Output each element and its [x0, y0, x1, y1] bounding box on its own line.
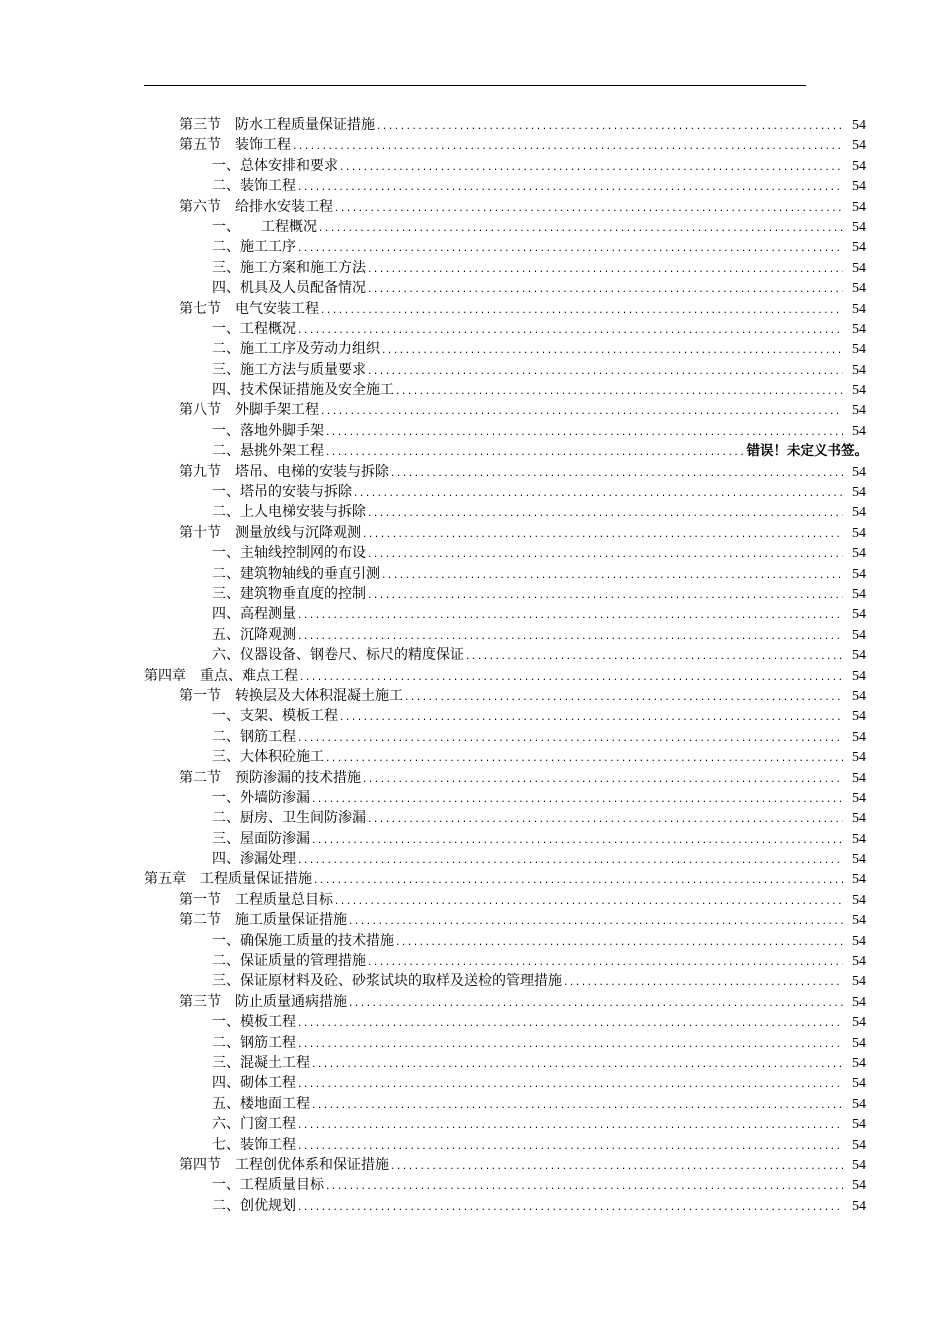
toc-entry-title: 二、施工工序 — [212, 239, 296, 256]
toc-entry[interactable] — [0, 482, 950, 502]
toc-entry[interactable] — [0, 645, 950, 665]
toc-dot-leader — [367, 504, 843, 524]
toc-entry[interactable] — [0, 1053, 950, 1073]
toc-dot-leader — [297, 1075, 843, 1095]
toc-entry-title: 三、屋面防渗漏 — [212, 830, 310, 847]
toc-entry-page: 54 — [852, 464, 866, 480]
toc-entry-page: 54 — [852, 974, 866, 990]
toc-entry-page: 54 — [852, 750, 866, 766]
toc-entry-page: 54 — [852, 790, 866, 806]
toc-entry-title: 第三节 防止质量通病措施 — [179, 993, 347, 1010]
toc-entry-title: 第四章 重点、难点工程 — [144, 667, 298, 684]
toc-entry[interactable] — [0, 747, 950, 767]
toc-entry-page: 54 — [852, 525, 866, 541]
toc-entry-title: 一、模板工程 — [212, 1014, 296, 1031]
toc-entry-page: 54 — [852, 770, 866, 786]
toc-entry[interactable] — [0, 115, 950, 135]
toc-entry-page: 54 — [852, 118, 866, 133]
header-rule — [144, 85, 806, 86]
toc-entry-page: 54 — [852, 138, 866, 154]
toc-entry-page: 54 — [852, 179, 866, 195]
toc-entry-page: 54 — [852, 872, 866, 888]
toc-entry-page: 54 — [852, 954, 866, 970]
toc-entry[interactable] — [0, 706, 950, 726]
toc-entry-title: 一、工程质量目标 — [212, 1177, 324, 1194]
toc-entry-page: 54 — [852, 586, 866, 602]
toc-entry-page: 54 — [852, 994, 866, 1010]
toc-entry-page: 54 — [852, 1096, 866, 1112]
toc-entry-title: 五、楼地面工程 — [212, 1095, 310, 1112]
toc-entry[interactable] — [0, 768, 950, 788]
toc-dot-leader — [395, 933, 843, 953]
toc-entry-page: 54 — [852, 668, 866, 684]
toc-entry-title: 二、厨房、卫生间防渗漏 — [212, 810, 366, 827]
toc-entry[interactable] — [0, 564, 950, 584]
toc-entry-page: 54 — [852, 1076, 866, 1092]
toc-dot-leader — [292, 137, 843, 157]
toc-dot-leader — [339, 158, 843, 178]
toc-entry-title: 一、落地外脚手架 — [212, 422, 324, 439]
toc-entry-title: 二、装饰工程 — [212, 178, 296, 195]
toc-dot-leader — [297, 851, 843, 871]
toc-entry-title: 四、技术保证措施及安全施工 — [212, 382, 394, 399]
toc-entry[interactable] — [0, 1094, 950, 1114]
toc-entry-title: 一、总体安排和要求 — [212, 157, 338, 174]
toc-entry-title: 二、施工工序及劳动力组织 — [212, 341, 380, 358]
toc-entry[interactable] — [0, 360, 950, 380]
toc-entry-page: 54 — [852, 199, 866, 215]
toc-entry-title: 一、外墙防渗漏 — [212, 789, 310, 806]
toc-entry-title: 第六节 给排水安装工程 — [179, 198, 333, 215]
toc-entry-page: 54 — [852, 1015, 866, 1031]
toc-entry-page: 54 — [852, 1055, 866, 1071]
toc-dot-leader — [325, 1177, 843, 1197]
toc-dot-leader — [297, 321, 843, 341]
toc-entry-title: 二、建筑物轴线的垂直引测 — [212, 565, 380, 582]
toc-dot-leader — [325, 423, 843, 443]
toc-entry-title: 四、渗漏处理 — [212, 851, 296, 868]
toc-entry-title: 一、主轴线控制网的布设 — [212, 545, 366, 562]
toc-entry-page: 54 — [852, 688, 866, 704]
toc-dot-leader — [339, 708, 843, 728]
toc-entry[interactable] — [0, 543, 950, 563]
toc-entry-page: 54 — [852, 342, 866, 358]
toc-entry-page: 54 — [852, 301, 866, 317]
toc-entry[interactable] — [0, 890, 950, 910]
toc-dot-leader — [297, 627, 843, 647]
toc-dot-leader — [299, 668, 843, 688]
toc-entry-title: 二、创优规划 — [212, 1197, 296, 1214]
toc-entry-title: 三、施工方法与质量要求 — [212, 361, 366, 378]
toc-entry-title: 四、高程测量 — [212, 606, 296, 623]
toc-entry[interactable] — [0, 1033, 950, 1053]
toc-dot-leader — [297, 1137, 843, 1157]
toc-entry[interactable] — [0, 971, 950, 991]
toc-entry-page: 54 — [852, 546, 866, 562]
toc-dot-leader — [367, 260, 843, 280]
toc-entry[interactable] — [0, 1073, 950, 1093]
toc-dot-leader — [320, 301, 843, 321]
toc-entry-title: 六、仪器设备、钢卷尺、标尺的精度保证 — [212, 647, 464, 664]
toc-entry-title: 三、保证原材料及砼、砂浆试块的取样及送检的管理措施 — [212, 973, 562, 990]
toc-entry[interactable] — [0, 869, 950, 889]
toc-entry-title: 四、砌体工程 — [212, 1075, 296, 1092]
toc-entry-page: 54 — [852, 1117, 866, 1133]
toc-entry[interactable] — [0, 319, 950, 339]
toc-entry-page: 54 — [852, 627, 866, 643]
toc-entry-title: 一、塔吊的安装与拆除 — [212, 484, 352, 501]
toc-entry-page: 54 — [852, 1137, 866, 1153]
toc-entry-page: 54 — [852, 1198, 866, 1214]
toc-entry-page: 54 — [852, 811, 866, 827]
toc-entry-page: 54 — [852, 648, 866, 664]
toc-dot-leader — [367, 810, 843, 830]
toc-entry-page: 54 — [852, 709, 866, 725]
toc-entry-title: 第五章 工程质量保证措施 — [144, 871, 312, 888]
toc-dot-leader — [367, 586, 843, 606]
toc-dot-leader — [334, 199, 843, 219]
toc-entry[interactable] — [0, 1135, 950, 1155]
toc-entry-page: 54 — [852, 852, 866, 868]
toc-entry[interactable] — [0, 278, 950, 298]
toc-dot-leader — [297, 178, 843, 198]
toc-dot-leader — [325, 443, 746, 463]
toc-dot-leader — [381, 566, 843, 586]
toc-entry-title: 四、机具及人员配备情况 — [212, 280, 366, 297]
toc-entry[interactable] — [0, 400, 950, 420]
toc-dot-leader — [297, 1198, 843, 1218]
toc-entry-title: 第九节 塔吊、电梯的安装与拆除 — [179, 463, 389, 480]
toc-dot-leader — [404, 688, 843, 708]
toc-entry[interactable] — [0, 910, 950, 930]
toc-entry[interactable] — [0, 441, 950, 461]
toc-dot-leader — [367, 280, 843, 300]
toc-entry-title: 第二节 预防渗漏的技术措施 — [179, 769, 361, 786]
toc-dot-leader — [563, 973, 843, 993]
toc-entry[interactable] — [0, 339, 950, 359]
toc-dot-leader — [318, 219, 843, 239]
toc-entry-title: 三、建筑物垂直度的控制 — [212, 585, 366, 602]
toc-entry-page: 54 — [852, 933, 866, 949]
toc-entry-page: 54 — [852, 219, 866, 235]
toc-entry-title: 第一节 转换层及大体积混凝土施工 — [179, 687, 403, 704]
toc-entry-title: 第一节 工程质量总目标 — [179, 891, 333, 908]
toc-dot-leader — [311, 1096, 843, 1116]
toc-dot-leader — [297, 1116, 843, 1136]
toc-entry-title: 二、钢筋工程 — [212, 1034, 296, 1051]
toc-dot-leader — [325, 749, 843, 769]
toc-entry-page: 54 — [852, 1035, 866, 1051]
toc-entry[interactable] — [0, 951, 950, 971]
toc-entry[interactable] — [0, 176, 950, 196]
toc-dot-leader — [362, 525, 843, 545]
toc-entry-title: 第二节 施工质量保证措施 — [179, 912, 347, 929]
toc-entry[interactable] — [0, 421, 950, 441]
toc-dot-leader — [381, 341, 843, 361]
toc-entry-page: 54 — [852, 913, 866, 929]
toc-dot-leader — [395, 382, 843, 402]
toc-entry[interactable] — [0, 1114, 950, 1134]
toc-dot-leader — [311, 831, 843, 851]
toc-entry-title: 三、大体积砼施工 — [212, 749, 324, 766]
toc-entry-title: 一、支架、模板工程 — [212, 708, 338, 725]
toc-entry-title: 三、施工方案和施工方法 — [212, 259, 366, 276]
toc-entry[interactable] — [0, 258, 950, 278]
toc-entry-page: 54 — [852, 240, 866, 256]
toc-entry[interactable] — [0, 604, 950, 624]
toc-entry[interactable] — [0, 156, 950, 176]
toc-entry-page: 54 — [852, 1157, 866, 1173]
toc-entry-page: 54 — [852, 362, 866, 378]
toc-entry[interactable] — [0, 523, 950, 543]
toc-entry-page: 54 — [852, 485, 866, 501]
toc-entry[interactable] — [0, 849, 950, 869]
toc-dot-leader — [362, 770, 843, 790]
toc-entry[interactable] — [0, 788, 950, 808]
toc-entry-title: 二、悬挑外架工程 — [212, 443, 324, 460]
toc-dot-leader — [313, 871, 843, 891]
toc-dot-leader — [376, 117, 843, 137]
toc-entry-page: 54 — [852, 607, 866, 623]
toc-entry[interactable] — [0, 666, 950, 686]
toc-dot-leader — [353, 484, 843, 504]
toc-dot-leader — [390, 1157, 843, 1177]
toc-dot-leader — [320, 402, 843, 422]
toc-entry-title: 二、保证质量的管理措施 — [212, 953, 366, 970]
toc-entry-title: 一、 工程概况 — [212, 218, 317, 235]
toc-entry-title: 六、门窗工程 — [212, 1116, 296, 1133]
toc-entry[interactable] — [0, 686, 950, 706]
toc-entry-title: 三、混凝土工程 — [212, 1054, 310, 1071]
toc-entry-page: 54 — [852, 281, 866, 297]
toc-error-message: 错误！未定义书签。 — [746, 443, 868, 460]
toc-entry-title: 第七节 电气安装工程 — [179, 300, 319, 317]
toc-dot-leader — [297, 1014, 843, 1034]
toc-dot-leader — [297, 729, 843, 749]
toc-entry-page: 54 — [852, 892, 866, 908]
toc-entry[interactable] — [0, 135, 950, 155]
toc-dot-leader — [367, 545, 843, 565]
toc-entry[interactable] — [0, 237, 950, 257]
toc-entry-title: 二、钢筋工程 — [212, 728, 296, 745]
toc-entry-page: 54 — [852, 383, 866, 399]
toc-entry[interactable] — [0, 502, 950, 522]
toc-entry[interactable] — [0, 462, 950, 482]
toc-entry[interactable] — [0, 217, 950, 237]
toc-dot-leader — [297, 606, 843, 626]
toc-dot-leader — [348, 912, 843, 932]
toc-entry[interactable] — [0, 584, 950, 604]
toc-entry-title: 第十节 测量放线与沉降观测 — [179, 524, 361, 541]
toc-entry[interactable] — [0, 380, 950, 400]
toc-dot-leader — [367, 362, 843, 382]
toc-entry-page: 54 — [852, 158, 866, 174]
toc-entry-title: 二、上人电梯安装与拆除 — [212, 504, 366, 521]
toc-entry[interactable] — [0, 197, 950, 217]
toc-entry-title: 七、装饰工程 — [212, 1136, 296, 1153]
toc-entry[interactable] — [0, 727, 950, 747]
toc-entry-page: 54 — [852, 403, 866, 419]
toc-entry-title: 第八节 外脚手架工程 — [179, 402, 319, 419]
toc-dot-leader — [311, 1055, 843, 1075]
toc-entry[interactable] — [0, 1012, 950, 1032]
toc-dot-leader — [367, 953, 843, 973]
toc-entry[interactable] — [0, 808, 950, 828]
toc-entry-page: 54 — [852, 321, 866, 337]
toc-entry-page: 54 — [852, 1178, 866, 1194]
toc-entry[interactable] — [0, 625, 950, 645]
toc-entry-title: 第四节 工程创优体系和保证措施 — [179, 1156, 389, 1173]
toc-entry[interactable] — [0, 829, 950, 849]
toc-entry-page: 54 — [852, 423, 866, 439]
toc-entry-page: 54 — [852, 566, 866, 582]
toc-entry-title: 一、工程概况 — [212, 320, 296, 337]
toc-entry[interactable] — [0, 1196, 950, 1216]
toc-dot-leader — [297, 1035, 843, 1055]
toc-dot-leader — [297, 239, 843, 259]
toc-entry[interactable] — [0, 1175, 950, 1195]
toc-entry-title: 第三节 防水工程质量保证措施 — [179, 117, 375, 133]
toc-dot-leader — [334, 892, 843, 912]
toc-entry-page: 54 — [852, 729, 866, 745]
toc-dot-leader — [348, 994, 843, 1014]
toc-entry[interactable] — [0, 931, 950, 951]
toc-dot-leader — [311, 790, 843, 810]
toc-entry[interactable] — [0, 1155, 950, 1175]
toc-entry-title: 第五节 装饰工程 — [179, 137, 291, 154]
toc-entry-title: 五、沉降观测 — [212, 626, 296, 643]
toc-entry-page: 54 — [852, 831, 866, 847]
toc-entry-page: 54 — [852, 260, 866, 276]
toc-entry[interactable] — [0, 992, 950, 1012]
toc-dot-leader — [390, 464, 843, 484]
toc-entry[interactable] — [0, 299, 950, 319]
toc-entry-title: 一、确保施工质量的技术措施 — [212, 932, 394, 949]
toc-dot-leader — [465, 647, 843, 667]
table-of-contents — [0, 115, 950, 1216]
toc-entry-page: 54 — [852, 505, 866, 521]
